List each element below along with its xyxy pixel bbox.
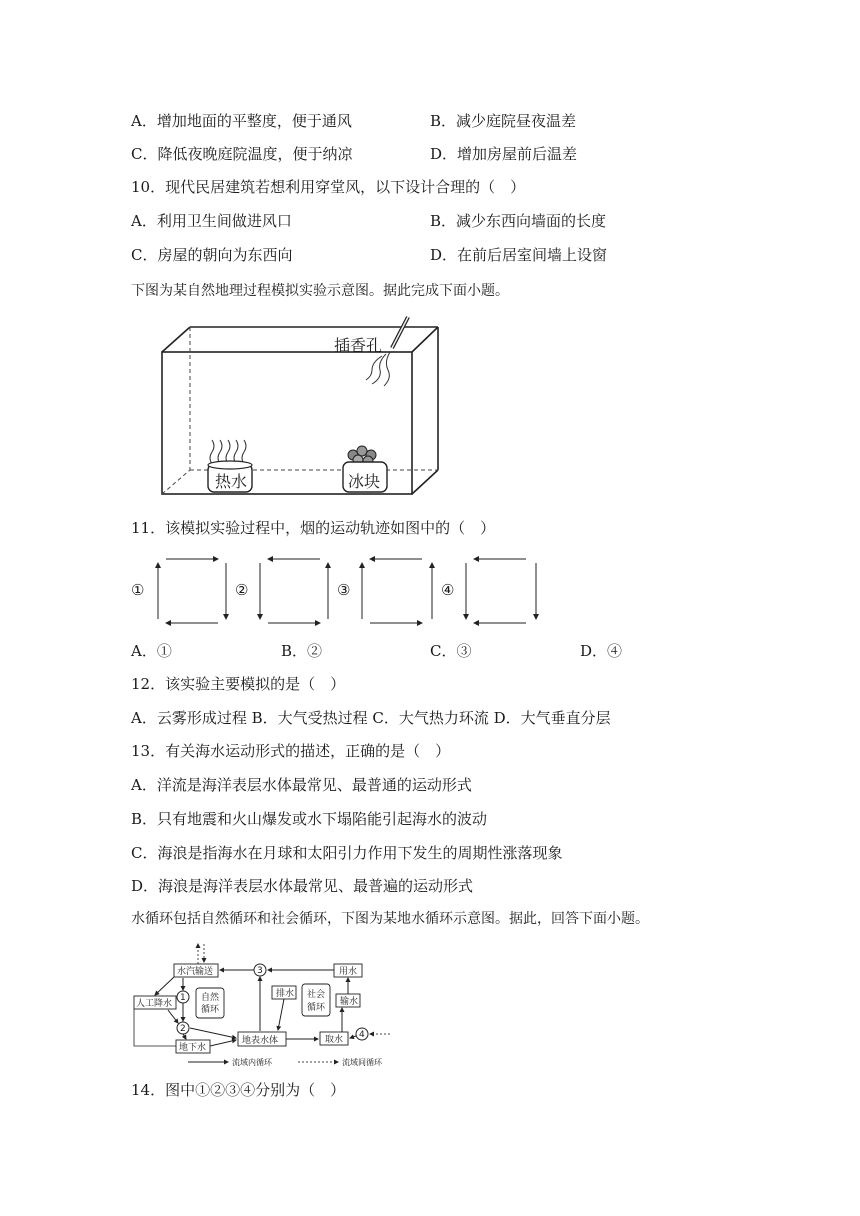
q13-option-a: A．洋流是海洋表层水体最常见、最普通的运动形式: [131, 776, 472, 794]
q9-option-c: C．降低夜晚庭院温度，便于纳凉: [131, 145, 353, 163]
q9-option-b: B．减少庭院昼夜温差: [430, 112, 577, 130]
q11-option-c: C．③: [430, 642, 472, 660]
surface-water-label: 地表水体: [242, 1036, 279, 1046]
q13-option-c: C．海浪是指海水在月球和太阳引力作用下发生的周期性涨落现象: [131, 844, 563, 862]
q11-stem: 11．该模拟实验过程中，烟的运动轨迹如图中的（ ）: [131, 519, 496, 537]
q11-option-d: D．④: [580, 642, 623, 660]
social-cycle-label-2: 循环: [307, 1003, 326, 1013]
q13-stem: 13．有关海水运动形式的描述，正确的是（ ）: [131, 742, 451, 760]
q11-diagram-label-3: ③: [337, 581, 351, 599]
water-cycle-figure: [128, 940, 418, 1070]
social-cycle-label-1: 社会: [307, 990, 326, 1000]
q10-stem: 10．现代民居建筑若想利用穿堂风，以下设计合理的（ ）: [131, 178, 526, 196]
diagram-1-clockwise: [158, 559, 226, 623]
q11-circulation-diagrams: [150, 555, 550, 627]
water-transport-label: 输水: [340, 997, 359, 1007]
intake-label: 取水: [325, 1035, 344, 1045]
q11-diagram-label-2: ②: [235, 581, 249, 599]
artificial-rain-label: 人工降水: [136, 999, 173, 1009]
q9-option-d: D．增加房屋前后温差: [430, 145, 578, 163]
experiment-figure: [140, 312, 450, 502]
q12-stem: 12．该实验主要模拟的是（ ）: [131, 675, 346, 693]
q14-stem: 14．图中①②③④分别为（ ）: [131, 1081, 346, 1099]
diagram-3: [362, 559, 432, 623]
incense-label: 插香孔: [334, 336, 383, 355]
q10-option-d: D．在前后居室间墙上设窗: [430, 246, 608, 264]
intro-water-cycle: 水循环包括自然循环和社会循环，下图为某地水循环示意图。据此，回答下面小题。: [131, 911, 649, 927]
natural-cycle-label-2: 循环: [201, 1005, 220, 1015]
groundwater-label: 地下水: [179, 1043, 207, 1053]
q11-diagram-label-4: ④: [441, 581, 455, 599]
ice-label: 冰块: [348, 472, 381, 491]
q10-option-a: A．利用卫生间做进风口: [131, 212, 292, 230]
circle-2-label: 2: [180, 1024, 186, 1034]
q13-option-d: D．海浪是海洋表层水体最常见、最普遍的运动形式: [131, 877, 474, 895]
drainage-label: 排水: [276, 989, 295, 999]
legend-inner-label: 流域内循环: [232, 1058, 272, 1067]
circle-1-label: 1: [180, 993, 186, 1003]
vapor-label: 水汽输送: [177, 967, 214, 977]
diagram-2-counterclockwise: [260, 559, 328, 623]
circle-4-label: 4: [359, 1030, 365, 1040]
intro-experiment: 下图为某自然地理过程模拟实验示意图。据此完成下面小题。: [131, 283, 509, 299]
diagram-4: [466, 559, 536, 623]
water-use-label: 用水: [339, 967, 358, 977]
q9-option-a: A．增加地面的平整度，便于通风: [131, 112, 352, 130]
circle-3-label: 3: [257, 966, 263, 976]
hot-water-label: 热水: [215, 472, 248, 491]
q11-diagram-label-1: ①: [131, 581, 145, 599]
q11-option-b: B．②: [281, 642, 323, 660]
q11-option-a: A．①: [131, 642, 172, 660]
q10-option-b: B．减少东西向墙面的长度: [430, 212, 607, 230]
legend-inter-label: 流域间循环: [342, 1058, 382, 1067]
natural-cycle-label-1: 自然: [201, 993, 220, 1003]
q10-option-c: C．房屋的朝向为东西向: [131, 246, 293, 264]
q12-options: A．云雾形成过程 B．大气受热过程 C．大气热力环流 D．大气垂直分层: [131, 709, 611, 727]
q13-option-b: B．只有地震和火山爆发或水下塌陷能引起海水的波动: [131, 810, 488, 828]
